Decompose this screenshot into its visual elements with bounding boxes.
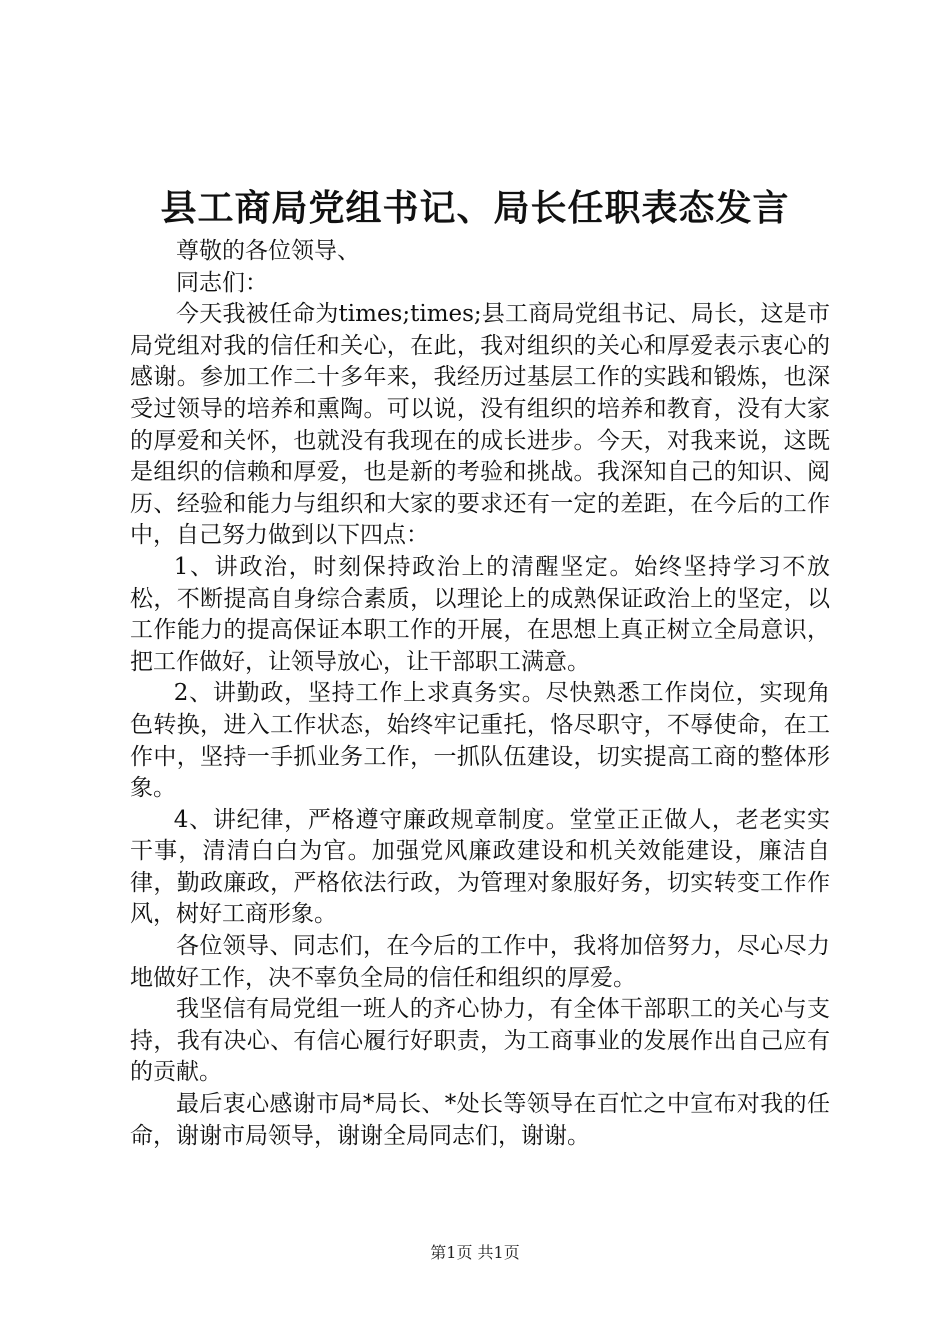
salutation-line-2: 同志们： [176, 269, 268, 296]
salutation-line-1: 尊敬的各位领导、 [176, 238, 360, 264]
point-1-paragraph: 1、讲政治，时刻保持政治上的清醒坚定。始终坚持学习不放松，不断提高自身综合素质，以理论上的成熟保证政治上的坚定，以工作能力的提高保证本职工作的开展，在思想上真正树立全局意识，把工作做好，让领导放心，让干部职工满意。 [130, 553, 830, 675]
commitment-paragraph: 各位领导、同志们，在今后的工作中，我将加倍努力，尽心尽力地做好工作，决不辜负全局的信任和组织的厚爱。 [130, 933, 830, 991]
point-4-paragraph: 4、讲纪律，严格遵守廉政规章制度。堂堂正正做人，老老实实干事，清清白白为官。加强党风廉政建设和机关效能建设，廉洁自律，勤政廉政，严格依法行政，为管理对象服好务，切实转变工作作风，树好工商形象。 [130, 806, 830, 928]
document-body [130, 236, 830, 1152]
point-2-paragraph: 2、讲勤政，坚持工作上求真务实。尽快熟悉工作岗位，实现角色转换，进入工作状态，始终牢记重托，恪尽职守，不辱使命，在工作中，坚持一手抓业务工作，一抓队伍建设，切实提高工商的整体形象。 [130, 680, 830, 802]
document-title: 县工商局党组书记、局长任职表态发言 [160, 187, 790, 229]
confidence-paragraph: 我坚信有局党组一班人的齐心协力，有全体干部职工的关心与支持，我有决心、有信心履行好职责，为工商事业的发展作出自己应有的贡献。 [130, 996, 830, 1086]
page-footer: 第1页 共1页 [430, 1243, 520, 1262]
thanks-paragraph: 最后衷心感谢市局*局长、*处长等领导在百忙之中宣布对我的任命，谢谢市局领导，谢谢全局同志们，谢谢。 [130, 1091, 830, 1149]
intro-paragraph: 今天我被任命为times;times;县工商局党组书记、局长，这是市局党组对我的信任和关心，在此，我对组织的关心和厚爱表示衷心的感谢。参加工作二十多年来，我经历过基层工作的实践和锻炼，也深受过领导的培养和熏陶。可以说，没有组织的培养和教育，没有大家的厚爱和关怀，也就没有我现在的成长进步。今天，对我来说，这既是组织的信赖和厚爱，也是新的考验和挑战。我深知自己的知识、阅历、经验和能力与组织和大家的要求还有一定的差距，在今后的工作中，自己努力做到以下四点： [130, 301, 830, 549]
